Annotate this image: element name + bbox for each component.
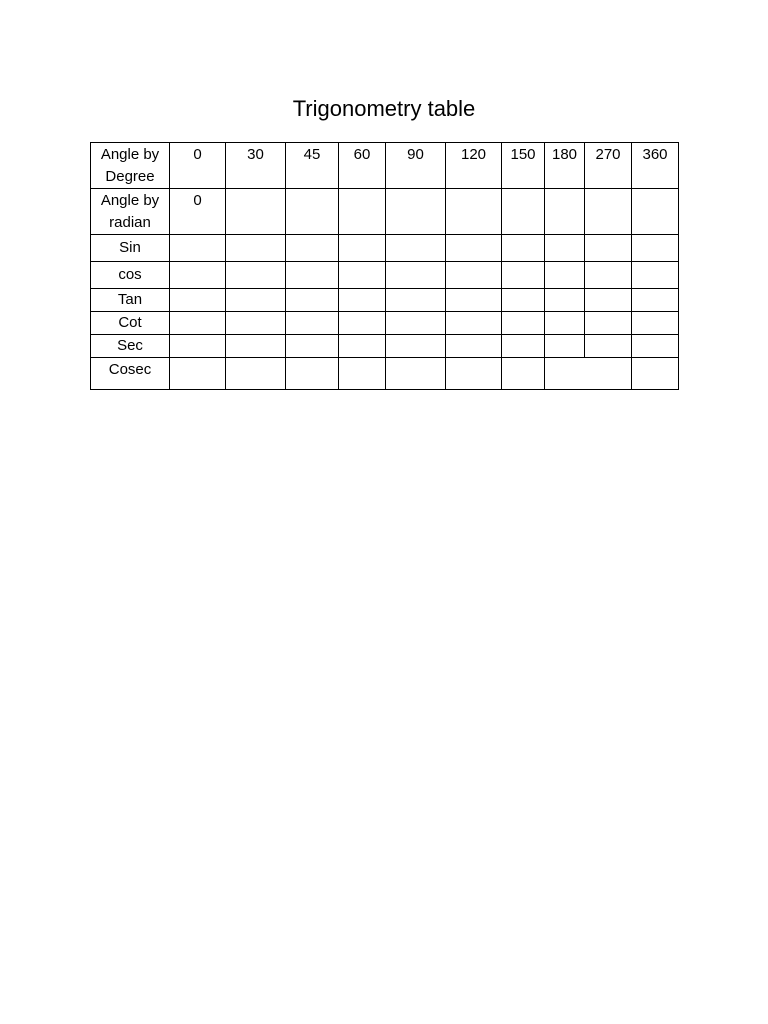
- table-cell: [446, 312, 502, 335]
- table-cell: [226, 289, 286, 312]
- table-cell: [226, 262, 286, 289]
- table-cell: [286, 262, 339, 289]
- page-title: Trigonometry table: [292, 96, 476, 121]
- table-cell: [632, 335, 679, 358]
- table-cell: [286, 289, 339, 312]
- degree-header-cell: 270: [585, 143, 632, 189]
- row-header-cos: cos: [91, 262, 170, 289]
- table-cell: [226, 335, 286, 358]
- table-cell: [585, 189, 632, 235]
- table-cell: [226, 189, 286, 235]
- degree-header-cell: 90: [386, 143, 446, 189]
- table-cell: [386, 335, 446, 358]
- table-cell: [585, 312, 632, 335]
- degree-header-cell: 60: [339, 143, 386, 189]
- table-cell: [386, 312, 446, 335]
- table-cell: [446, 189, 502, 235]
- table-cell: [339, 235, 386, 262]
- table-row: [91, 335, 679, 358]
- table-cell: [632, 289, 679, 312]
- table-row: [91, 143, 679, 189]
- table-cell: [545, 189, 585, 235]
- table-cell: [632, 189, 679, 235]
- table-cell: [446, 262, 502, 289]
- table-cell: [286, 335, 339, 358]
- table-cell: [632, 235, 679, 262]
- table-cell: [446, 335, 502, 358]
- row-header-sec: Sec: [91, 335, 170, 358]
- table-row: [91, 358, 679, 390]
- degree-header-cell: 180: [545, 143, 585, 189]
- table-cell: [585, 262, 632, 289]
- table-cell: [632, 262, 679, 289]
- table-cell: [339, 358, 386, 390]
- table-cell: [632, 312, 679, 335]
- table-cell: [286, 358, 339, 390]
- table-cell: [286, 235, 339, 262]
- table-cell: [386, 189, 446, 235]
- table-cell: [545, 312, 585, 335]
- row-header-radian: Angle by radian: [91, 189, 170, 235]
- table-cell: [386, 358, 446, 390]
- table-cell: [226, 312, 286, 335]
- degree-header-cell: 150: [502, 143, 545, 189]
- table-cell: [545, 262, 585, 289]
- table-cell: [502, 289, 545, 312]
- table-cell: [585, 335, 632, 358]
- degree-header-cell: 45: [286, 143, 339, 189]
- table-cell: [286, 189, 339, 235]
- table-cell: [446, 358, 502, 390]
- degree-header-cell: 120: [446, 143, 502, 189]
- table-cell: [170, 335, 226, 358]
- table-cell: [446, 289, 502, 312]
- table-row: [91, 312, 679, 335]
- table-cell: [339, 262, 386, 289]
- table-cell: [339, 312, 386, 335]
- degree-header-cell: 30: [226, 143, 286, 189]
- table-cell-merged: [545, 358, 632, 390]
- table-cell: [386, 235, 446, 262]
- table-cell: [170, 358, 226, 390]
- table-cell: [286, 312, 339, 335]
- table-cell: [585, 289, 632, 312]
- table-cell: [502, 262, 545, 289]
- table-cell: [585, 235, 632, 262]
- trigonometry-table: [90, 142, 679, 390]
- row-header-sin: Sin: [91, 235, 170, 262]
- table-cell: [170, 262, 226, 289]
- table-cell: [339, 189, 386, 235]
- table-cell: [545, 335, 585, 358]
- table-cell: [170, 289, 226, 312]
- row-header-cot: Cot: [91, 312, 170, 335]
- table-row: [91, 189, 679, 235]
- table-cell: [502, 235, 545, 262]
- table-cell: [545, 235, 585, 262]
- table-cell: [632, 358, 679, 390]
- table-row: [91, 262, 679, 289]
- degree-header-cell: 360: [632, 143, 679, 189]
- table-cell: [170, 235, 226, 262]
- table-row: [91, 235, 679, 262]
- table-row: [91, 289, 679, 312]
- table-cell: [386, 289, 446, 312]
- row-header-tan: Tan: [91, 289, 170, 312]
- table-cell: [170, 312, 226, 335]
- table-cell: [386, 262, 446, 289]
- table-cell: [502, 189, 545, 235]
- table-cell: [446, 235, 502, 262]
- table-cell: [502, 312, 545, 335]
- table-cell: [502, 335, 545, 358]
- table-cell: [226, 235, 286, 262]
- row-header-degree: Angle by Degree: [91, 143, 170, 189]
- degree-header-cell: 0: [170, 143, 226, 189]
- table-cell: 0: [170, 189, 226, 235]
- table-cell: [226, 358, 286, 390]
- table-cell: [339, 289, 386, 312]
- table-cell: [545, 289, 585, 312]
- table-cell: [502, 358, 545, 390]
- table-cell: [339, 335, 386, 358]
- row-header-cosec: Cosec: [91, 358, 170, 390]
